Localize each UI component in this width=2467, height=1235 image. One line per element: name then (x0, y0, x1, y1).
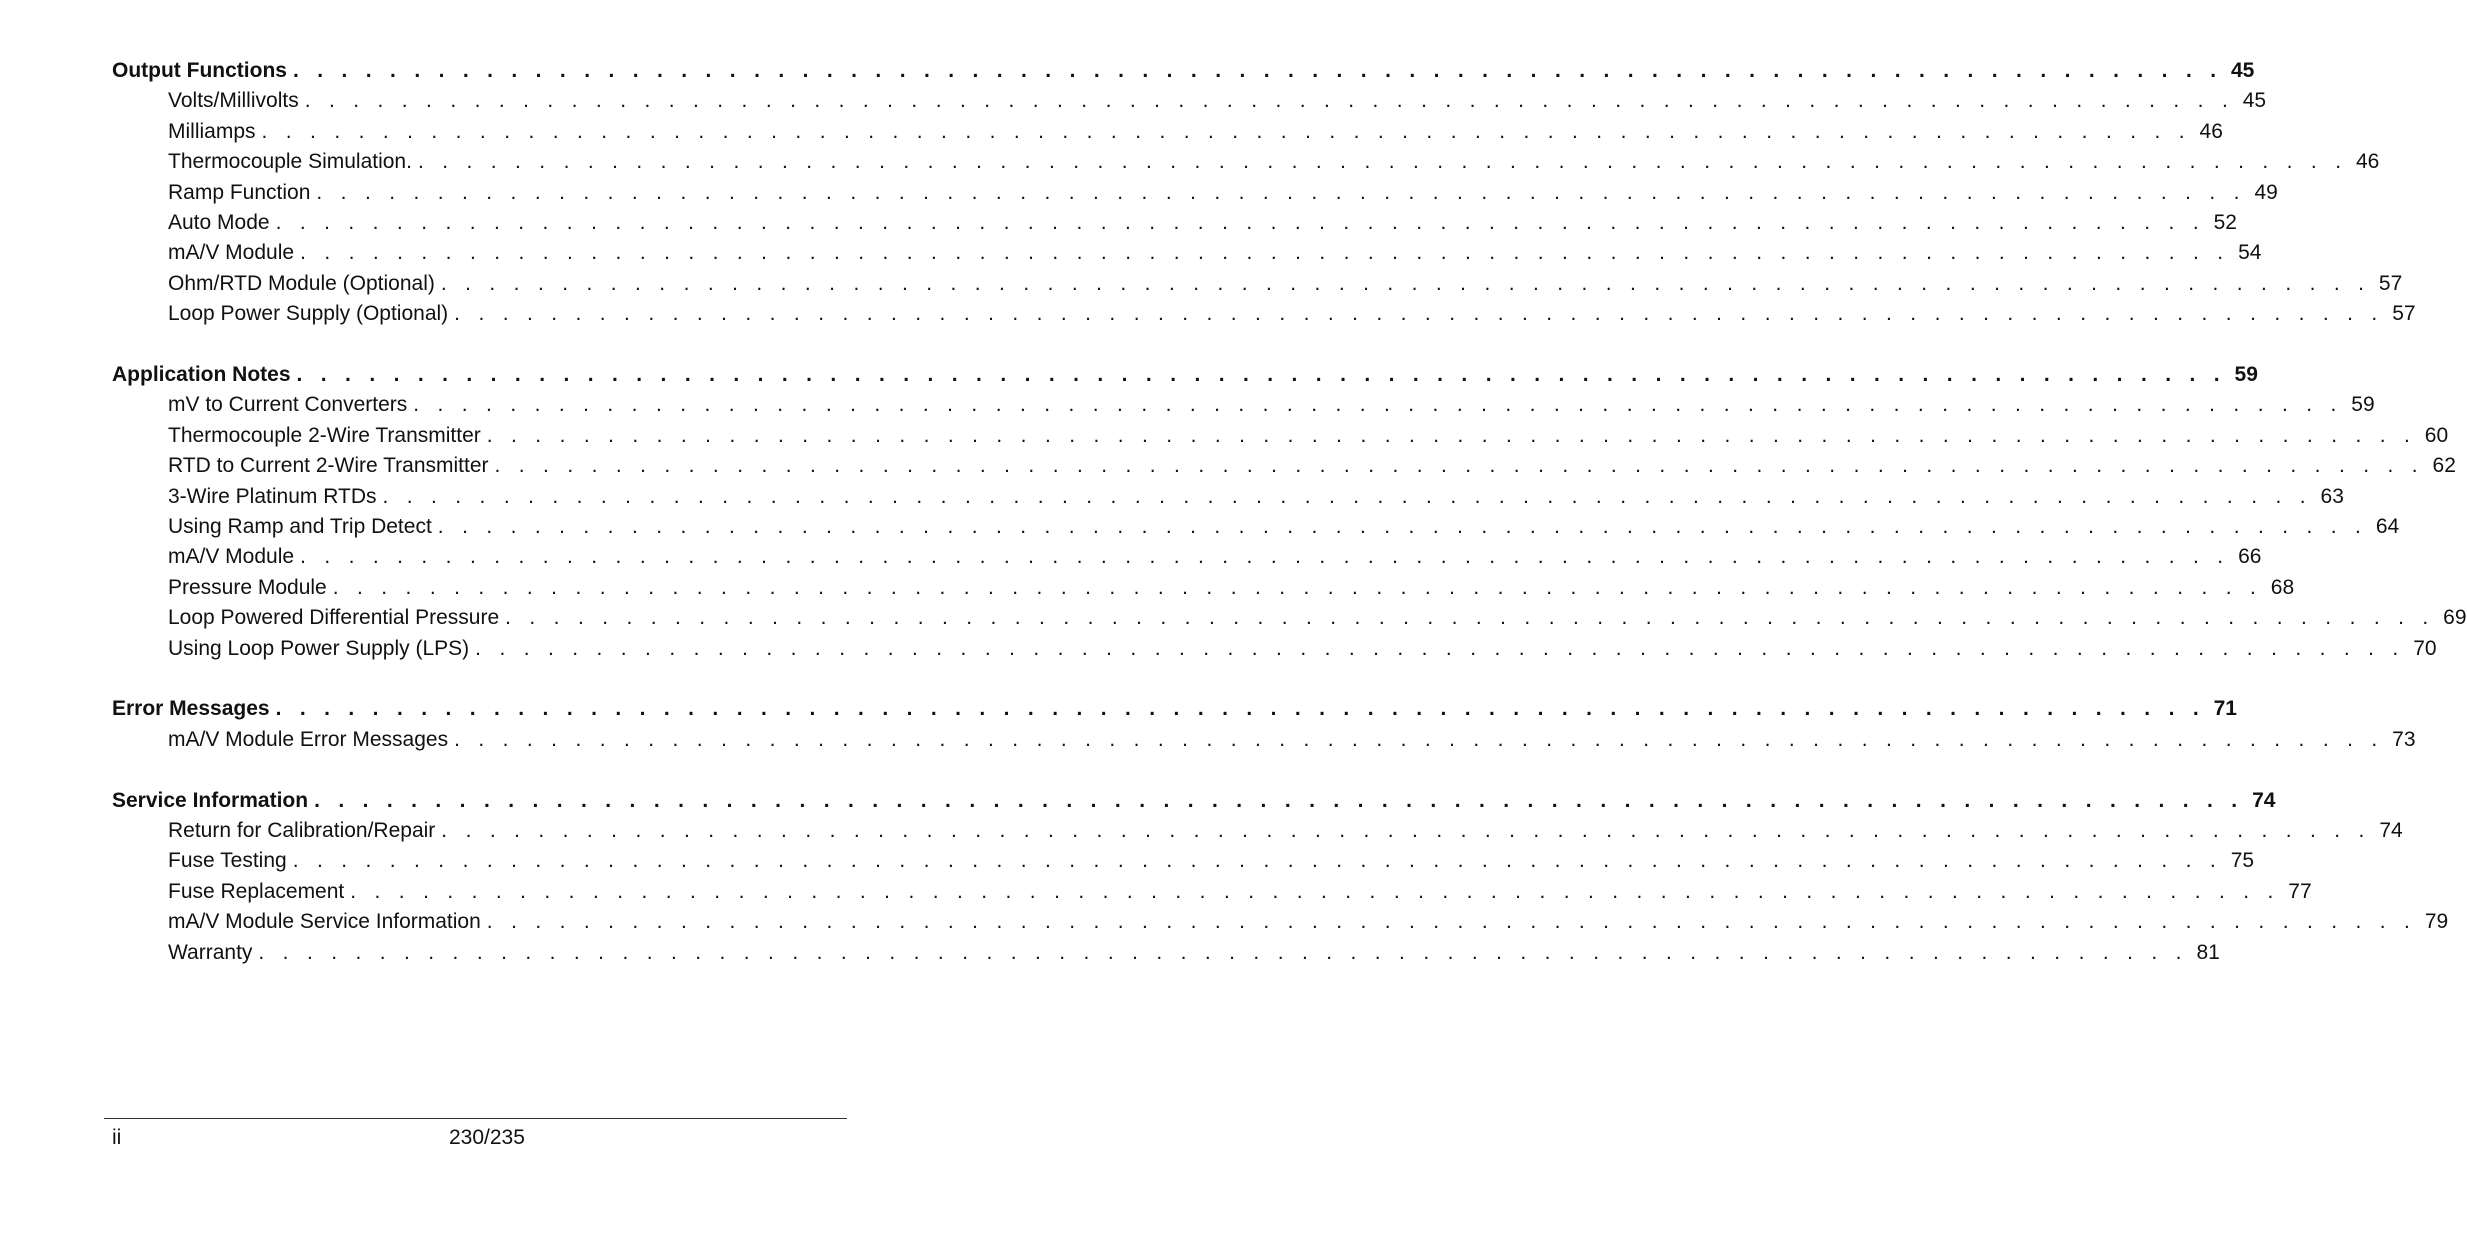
toc-entry[interactable] (112, 512, 2400, 542)
toc-entry[interactable] (112, 299, 2416, 329)
toc-entry-page: 46 (2199, 119, 2223, 143)
toc-entry[interactable] (112, 938, 2220, 968)
toc-entry-title: Pressure Module (168, 575, 327, 599)
toc-entry-page: 63 (2320, 484, 2344, 508)
toc-entry-page: 77 (2288, 879, 2312, 903)
dot-leader: . . . . . . . . . . . . . . . . . . . . . . . . . . . . . . . . . . . . . . . . . . . . . . . . . . . . . . . . . . . . . . . . . . . . . . . . . . . . . . . . (300, 545, 2230, 569)
toc-entry-title: Application Notes (112, 363, 291, 387)
footer-model-number: 230/235 (449, 1126, 525, 1149)
toc-section-heading[interactable] (112, 360, 2258, 390)
toc-entry-page: 45 (2242, 89, 2267, 113)
toc-entry-title: Return for Calibration/Repair (168, 819, 436, 843)
toc-entry[interactable] (112, 178, 2278, 208)
toc-entry-title: mA/V Module Error Messages (168, 727, 449, 751)
footer-page-number: ii (112, 1126, 122, 1149)
dot-leader: . . . . . . . . . . . . . . . . . . . . . . . . . . . . . . . . . . . . . . . . . . . . . . . . . . . . . . . . . . . . . . . . . . . . . . . . . . . . . . . . (486, 910, 2417, 934)
toc-entry-page: 54 (2238, 241, 2262, 265)
dot-leader: . . . . . . . . . . . . . . . . . . . . . . . . . . . . . . . . . . . . . . . . . . . . . . . . . . . . . . . . . . . . . . . . . . . . . . . . . . . . . . . . (275, 697, 2205, 721)
toc-entry[interactable] (112, 634, 2437, 664)
dot-leader: . . . . . . . . . . . . . . . . . . . . . . . . . . . . . . . . . . . . . . . . . . . . . . . . . . . . . . . . . . . . . . . . . . . . . . . . . . . . . . . . (454, 727, 2384, 751)
toc-entry-title: mA/V Module Service Information (168, 910, 481, 934)
toc-entry-title: Loop Powered Differential Pressure (168, 606, 500, 630)
dot-leader: . . . . . . . . . . . . . . . . . . . . . . . . . . . . . . . . . . . . . . . . . . . . . . . . . . . . . . . . . . . . . . . . . . . . . . . . . . . . . . . . (258, 940, 2188, 964)
toc-entry-page: 71 (2213, 697, 2237, 721)
toc-entry-page: 70 (2413, 636, 2437, 660)
toc-entry-title: Thermocouple Simulation. (168, 150, 412, 174)
toc-entry-title: Ohm/RTD Module (Optional) (168, 271, 435, 295)
dot-leader: . . . . . . . . . . . . . . . . . . . . . . . . . . . . . . . . . . . . . . . . . . . . . . . . . . . . . . . . . . . . . . . . . . . . . . . . . . . . . . . . (505, 606, 2435, 630)
toc-entry-title: Output Functions (112, 59, 287, 82)
toc-entry-page: 68 (2270, 575, 2295, 599)
dot-leader: . . . . . . . . . . . . . . . . . . . . . . . . . . . . . . . . . . . . . . . . . . . . . . . . . . . . . . . . . . . . . . . . . . . . . . . . . . . . . . . . (437, 514, 2368, 538)
toc-entry-page: 74 (2379, 819, 2403, 843)
dot-leader: . . . . . . . . . . . . . . . . . . . . . . . . . . . . . . . . . . . . . . . . . . . . . . . . . . . . . . . . . . . . . . . . . . . . . . . . . . . . . . . . (486, 423, 2417, 447)
toc-entry[interactable] (112, 603, 2467, 633)
toc-section (112, 56, 2416, 330)
toc-entry-page: 60 (2424, 423, 2449, 447)
toc-entry-title: Using Ramp and Trip Detect (168, 514, 432, 538)
toc-section-heading[interactable] (112, 786, 2276, 816)
dot-leader: . . . . . . . . . . . . . . . . . . . . . . . . . . . . . . . . . . . . . . . . . . . . . . . . . . . . . . . . . . . . . . . . . . . . . . . . . . . . . . . . (382, 484, 2312, 508)
toc-entry[interactable] (112, 816, 2403, 846)
toc-entry[interactable] (112, 269, 2403, 299)
toc-entry-page: 74 (2252, 788, 2276, 812)
toc-entry-page: 59 (2234, 363, 2258, 387)
dot-leader: . . . . . . . . . . . . . . . . . . . . . . . . . . . . . . . . . . . . . . . . . . . . . . . . . . . . . . . . . . . . . . . . . . . . . . . . . . . . . . . . (332, 575, 2263, 599)
toc-entry[interactable] (112, 482, 2344, 512)
dot-leader: . . . . . . . . . . . . . . . . . . . . . . . . . . . . . . . . . . . . . . . . . . . . . . . . . . . . . . . . . . . . . . . . . . . . . . . . . . . . . . . . (316, 180, 2246, 204)
toc-entry-page: 52 (2213, 210, 2237, 234)
toc-entry-page: 66 (2238, 545, 2262, 569)
toc-entry-title: Using Loop Power Supply (LPS) (168, 636, 470, 660)
toc-entry-page: 79 (2424, 910, 2449, 934)
toc-entry[interactable] (112, 907, 2449, 937)
toc-entry-page: 57 (2378, 271, 2403, 295)
toc-entry-title: Error Messages (112, 697, 270, 721)
dot-leader: . . . . . . . . . . . . . . . . . . . . . . . . . . . . . . . . . . . . . . . . . . . . . . . . . . . . . . . . . . . . . . . . . . . . . . . . . . . . . . . . (350, 879, 2280, 903)
dot-leader: . . . . . . . . . . . . . . . . . . . . . . . . . . . . . . . . . . . . . . . . . . . . . . . . . . . . . . . . . . . . . . . . . . . . . . . . . . . . . . . . (494, 454, 2424, 478)
toc-entry-title: 3-Wire Platinum RTDs (168, 484, 377, 508)
toc-entry[interactable] (112, 147, 2380, 177)
dot-leader: . . . . . . . . . . . . . . . . . . . . . . . . . . . . . . . . . . . . . . . . . . . . . . . . . . . . . . . . . . . . . . . . . . . . . . . . . . . . . . . . (292, 849, 2223, 873)
toc-entry-page: 57 (2392, 302, 2416, 326)
toc-entry-page: 46 (2355, 150, 2380, 174)
toc-entry-title: mA/V Module (168, 241, 295, 265)
toc-entry-page: 59 (2351, 393, 2375, 417)
dot-leader: . . . . . . . . . . . . . . . . . . . . . . . . . . . . . . . . . . . . . . . . . . . . . . . . . . . . . . . . . . . . . . . . . . . . . . . . . . . . . . . . (296, 363, 2226, 387)
toc-entry-title: Auto Mode (168, 210, 270, 234)
toc-entry-title: Fuse Testing (168, 849, 287, 873)
toc-entry[interactable] (112, 846, 2255, 876)
dot-leader: . . . . . . . . . . . . . . . . . . . . . . . . . . . . . . . . . . . . . . . . . . . . . . . . . . . . . . . . . . . . . . . . . . . . . . . . . . . . . . . . (454, 302, 2384, 326)
toc-section (112, 694, 2416, 755)
dot-leader: . . . . . . . . . . . . . . . . . . . . . . . . . . . . . . . . . . . . . . . . . . . . . . . . . . . . . . . . . . . . . . . . . . . . . . . . . . . . . . . . (475, 636, 2405, 660)
toc-entry[interactable] (112, 86, 2267, 116)
toc-entry-page: 64 (2375, 514, 2400, 538)
toc-entry-title: Warranty (168, 940, 253, 964)
toc-entry[interactable] (112, 725, 2416, 755)
toc-section-heading[interactable] (112, 56, 2255, 86)
toc-entry[interactable] (112, 451, 2456, 481)
dot-leader: . . . . . . . . . . . . . . . . . . . . . . . . . . . . . . . . . . . . . . . . . . . . . . . . . . . . . . . . . . . . . . . . . . . . . . . . . . . . . . . . (304, 89, 2235, 113)
toc-entry[interactable] (112, 238, 2262, 268)
toc-entry-title: Volts/Millivolts (168, 89, 299, 113)
dot-leader: . . . . . . . . . . . . . . . . . . . . . . . . . . . . . . . . . . . . . . . . . . . . . . . . . . . . . . . . . . . . . . . . . . . . . . . . . . . . . . . . (275, 210, 2205, 234)
dot-leader: . . . . . . . . . . . . . . . . . . . . . . . . . . . . . . . . . . . . . . . . . . . . . . . . . . . . . . . . . . . . . . . . . . . . . . . . . . . . . . . . (292, 59, 2223, 82)
toc-entry[interactable] (112, 542, 2262, 572)
toc-entry-title: Milliamps (168, 119, 256, 143)
toc-entry[interactable] (112, 877, 2312, 907)
toc-entry[interactable] (112, 390, 2375, 420)
dot-leader: . . . . . . . . . . . . . . . . . . . . . . . . . . . . . . . . . . . . . . . . . . . . . . . . . . . . . . . . . . . . . . . . . . . . . . . . . . . . . . . . (314, 788, 2244, 812)
toc-section (112, 360, 2467, 664)
toc-entry-title: Loop Power Supply (Optional) (168, 302, 449, 326)
toc-section-heading[interactable] (112, 694, 2237, 724)
dot-leader: . . . . . . . . . . . . . . . . . . . . . . . . . . . . . . . . . . . . . . . . . . . . . . . . . . . . . . . . . . . . . . . . . . . . . . . . . . . . . . . . (261, 119, 2191, 143)
toc-entry-title: RTD to Current 2-Wire Transmitter (168, 454, 489, 478)
toc-entry-title: Ramp Function (168, 180, 311, 204)
toc-entry-page: 81 (2196, 940, 2220, 964)
dot-leader: . . . . . . . . . . . . . . . . . . . . . . . . . . . . . . . . . . . . . . . . . . . . . . . . . . . . . . . . . . . . . . . . . . . . . . . . . . . . . . . . (440, 271, 2371, 295)
dot-leader: . . . . . . . . . . . . . . . . . . . . . . . . . . . . . . . . . . . . . . . . . . . . . . . . . . . . . . . . . . . . . . . . . . . . . . . . . . . . . . . . (413, 393, 2343, 417)
toc-section (112, 786, 2449, 968)
toc-entry-page: 49 (2254, 180, 2278, 204)
dot-leader: . . . . . . . . . . . . . . . . . . . . . . . . . . . . . . . . . . . . . . . . . . . . . . . . . . . . . . . . . . . . . . . . . . . . . . . . . . . . . . . . (441, 819, 2371, 843)
toc-entry-title: Thermocouple 2-Wire Transmitter (168, 423, 481, 447)
toc-entry-page: 75 (2230, 849, 2255, 873)
toc-entry[interactable] (112, 421, 2449, 451)
toc-entry[interactable] (112, 117, 2223, 147)
footer-divider (104, 1118, 847, 1119)
toc-entry-page: 73 (2392, 727, 2416, 751)
toc-entry[interactable] (112, 573, 2295, 603)
toc-entry-title: mA/V Module (168, 545, 295, 569)
toc-entry-page: 62 (2432, 454, 2456, 478)
toc-entry-page: 69 (2443, 606, 2467, 630)
table-of-contents (112, 56, 2467, 999)
toc-entry-title: Fuse Replacement (168, 879, 345, 903)
dot-leader: . . . . . . . . . . . . . . . . . . . . . . . . . . . . . . . . . . . . . . . . . . . . . . . . . . . . . . . . . . . . . . . . . . . . . . . . . . . . . . . . (417, 150, 2348, 174)
toc-entry-title: Service Information (112, 788, 309, 812)
toc-entry-title: mV to Current Converters (168, 393, 408, 417)
toc-entry-page: 45 (2231, 59, 2255, 82)
dot-leader: . . . . . . . . . . . . . . . . . . . . . . . . . . . . . . . . . . . . . . . . . . . . . . . . . . . . . . . . . . . . . . . . . . . . . . . . . . . . . . . . (300, 241, 2230, 265)
toc-entry[interactable] (112, 208, 2237, 238)
